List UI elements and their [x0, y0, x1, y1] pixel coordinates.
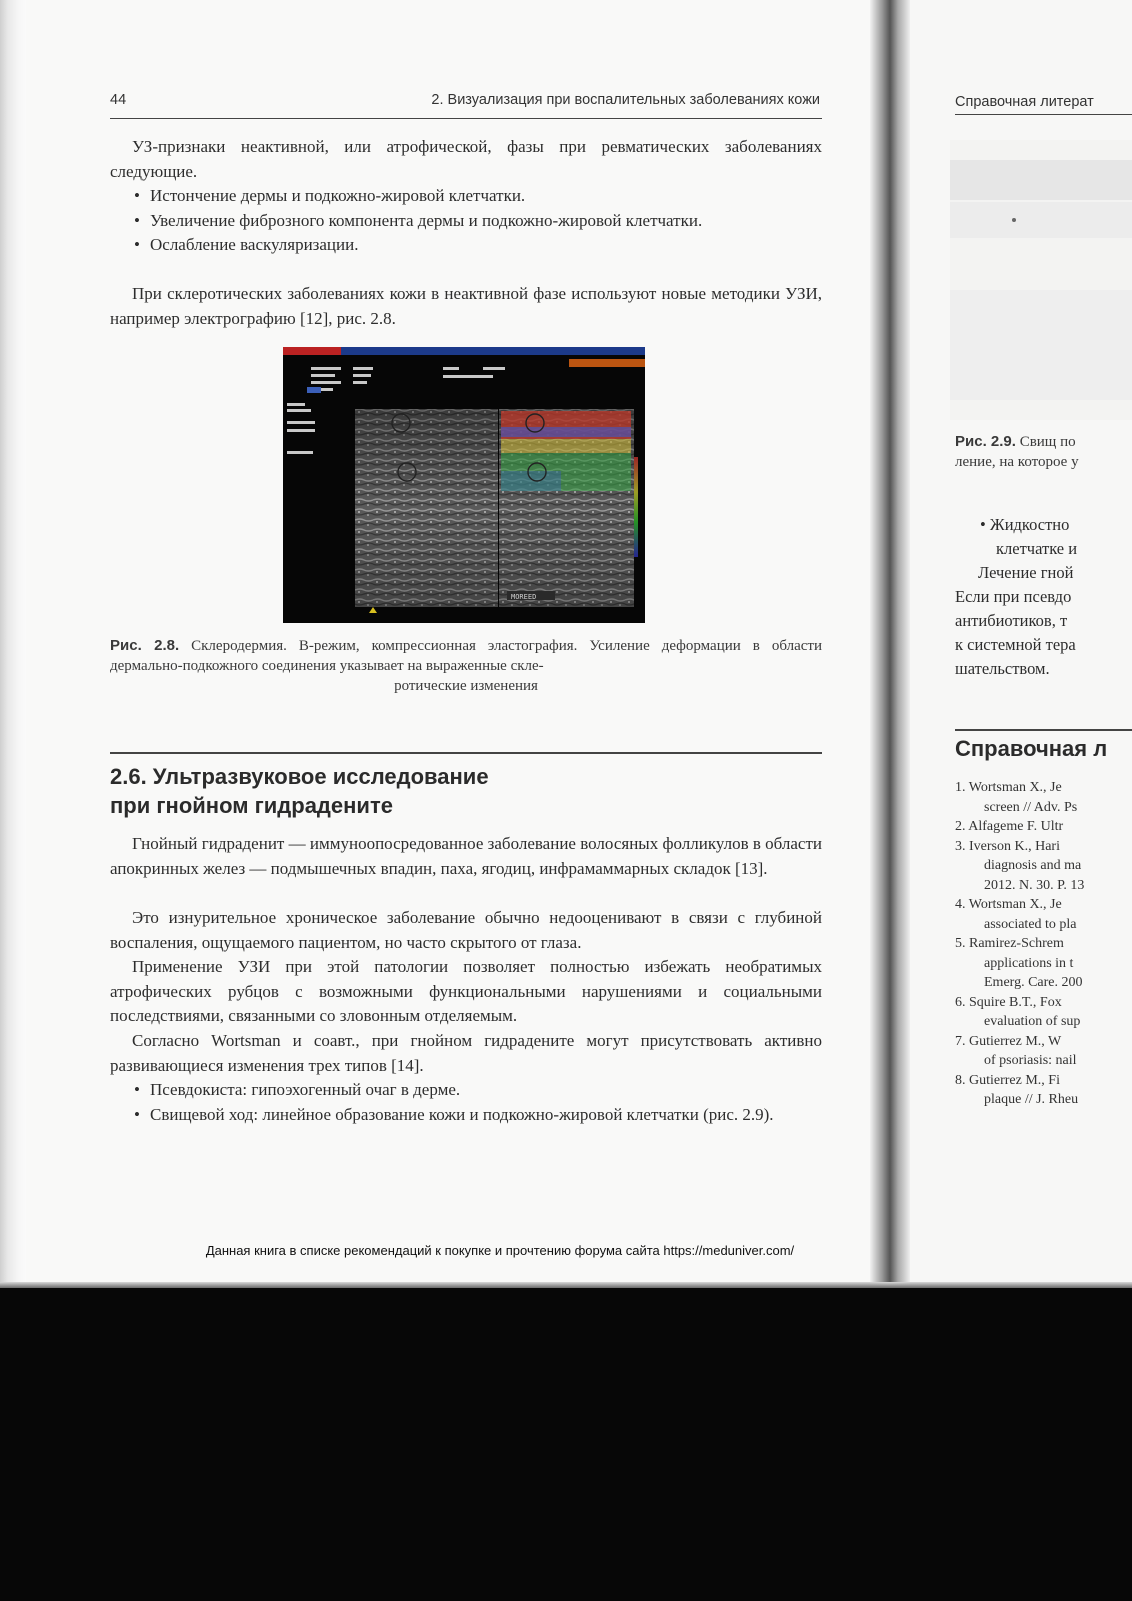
section-heading-line2: при гнойном гидрадените: [110, 793, 393, 818]
running-header: [110, 92, 822, 119]
body-paragraph: Согласно Wortsman и соавт., при гнойном гидрадените могут присутствовать активно развивающиеся изменения трех типов [14].: [110, 1031, 822, 1075]
left-page-edge: [0, 0, 26, 1300]
chapter-title: 2. Визуализация при воспалительных заболеваниях кожи: [431, 92, 820, 108]
reference-item-cont: 2012. N. 30. P. 13: [984, 877, 1085, 893]
list-item: • Увеличение фиброзного компонента дермы и подкожно-жировой клетчатки.: [134, 209, 822, 234]
section-heading-line1: 2.6. Ультразвуковое исследование: [110, 764, 489, 789]
right-text-line: к системной тера: [955, 635, 1076, 654]
body-paragraph: Гнойный гидраденит — иммуноопосредованное заболевание волосяных фолликулов в области апокринных желез — подмышечных впадин, паха, ягодиц, инфрамаммарных складок [13].: [110, 834, 822, 878]
section-divider: [110, 752, 822, 754]
body-paragraph: Применение УЗИ при этой патологии позволяет полностью избежать необратимых атрофических рубцов с возможными функциональными нарушениями и социальными последствиями, связанными со зловонным отделяемым.: [110, 957, 822, 1025]
reference-item: 1. Wortsman X., Je: [955, 780, 1062, 795]
reference-item: 5. Ramirez-Schrem: [955, 936, 1064, 951]
ultrasound-elastography-image: [283, 347, 645, 623]
section-heading: [110, 762, 822, 820]
caption-text: Склеродермия. В-режим, компрессионная эластография. Усиление деформации в области дермально-подкожного соединения указывает на выраженные скле-: [110, 638, 822, 674]
reference-item: 4. Wortsman X., Je: [955, 897, 1062, 912]
ultrasound-scan-graphic: [283, 347, 645, 623]
list-item: • Ослабление васкуляризации.: [134, 233, 822, 258]
sclerotic-paragraph: При склеротических заболеваниях кожи в неактивной фазе используют новые методики УЗИ, например электрографию [12], рис. 2.8.: [110, 284, 822, 328]
right-text-line: Лечение гной: [978, 563, 1074, 582]
reference-item-cont: screen // Adv. Ps: [984, 799, 1078, 815]
reference-item: 3. Iverson K., Hari: [955, 838, 1060, 854]
body-paragraph: Это изнурительное хроническое заболевание обычно недооценивают в связи с глубиной воспаления, ощущаемого пациентом, но часто скрытого от глаза.: [110, 908, 822, 952]
reference-item-cont: Emerg. Care. 200: [984, 975, 1083, 990]
right-caption-line2: ление, на которое у: [955, 454, 1079, 470]
right-caption-label: Рис. 2.9.: [955, 433, 1016, 450]
list-item: • Истончение дермы и подкожно-жировой клетчатки.: [134, 184, 822, 209]
reference-item: 8. Gutierrez M., Fi: [955, 1072, 1060, 1088]
reference-item: 7. Gutierrez M., W: [955, 1033, 1062, 1049]
right-running-header: Справочная литерат: [955, 94, 1132, 115]
references-heading: Справочная л: [955, 736, 1108, 761]
device-label: MOREED: [511, 593, 537, 601]
fistula-image-fragment: [950, 140, 1132, 420]
right-bullet-line2: клетчатке и: [996, 539, 1078, 558]
list-item: • Псевдокиста: гипоэхогенный очаг в дерме.: [134, 1078, 822, 1103]
right-text-line: шательством.: [955, 659, 1050, 678]
right-bullet: • Жидкостно: [980, 515, 1070, 534]
change-types-list: [134, 1078, 822, 1127]
right-section-divider: [955, 729, 1132, 731]
right-text-line: Если при псевдо: [955, 587, 1072, 606]
intro-paragraph: УЗ-признаки неактивной, или атрофической, фазы при ревматических заболеваниях следующие.: [110, 137, 822, 181]
reference-item: 2. Alfageme F. Ultr: [955, 819, 1064, 834]
scanner-background: [0, 1288, 1132, 1601]
inactive-signs-list: [134, 184, 822, 258]
reference-item-cont: diagnosis and ma: [984, 858, 1082, 873]
right-bullet-line1: Жидкостно: [989, 515, 1070, 534]
caption-label: Рис. 2.8.: [110, 637, 180, 654]
references-list: [955, 778, 1084, 1110]
list-item: • Свищевой ход: линейное образование кожи и подкожно-жировой клетчатки (рис. 2.9).: [134, 1103, 822, 1128]
reference-item-cont: evaluation of sup: [984, 1014, 1081, 1029]
reference-item-cont: applications in t: [984, 955, 1074, 971]
footer-note: Данная книга в списке рекомендаций к покупке и прочтению форума сайта https://meduniver.com/: [205, 1243, 795, 1258]
right-figure-caption: [955, 432, 1079, 472]
reference-item: 6. Squire B.T., Fox: [955, 994, 1062, 1010]
caption-last-line: ротические изменения: [394, 678, 538, 694]
reference-item-cont: of psoriasis: nail: [984, 1053, 1077, 1068]
figure-caption: [110, 636, 822, 696]
right-caption-line1: Свищ по: [1015, 434, 1076, 450]
book-gutter: [870, 0, 910, 1300]
right-text-line: антибиотиков, т: [955, 611, 1068, 630]
page-number: 44: [110, 92, 127, 108]
reference-item-cont: plaque // J. Rheu: [984, 1092, 1079, 1107]
reference-item-cont: associated to pla: [984, 916, 1077, 932]
